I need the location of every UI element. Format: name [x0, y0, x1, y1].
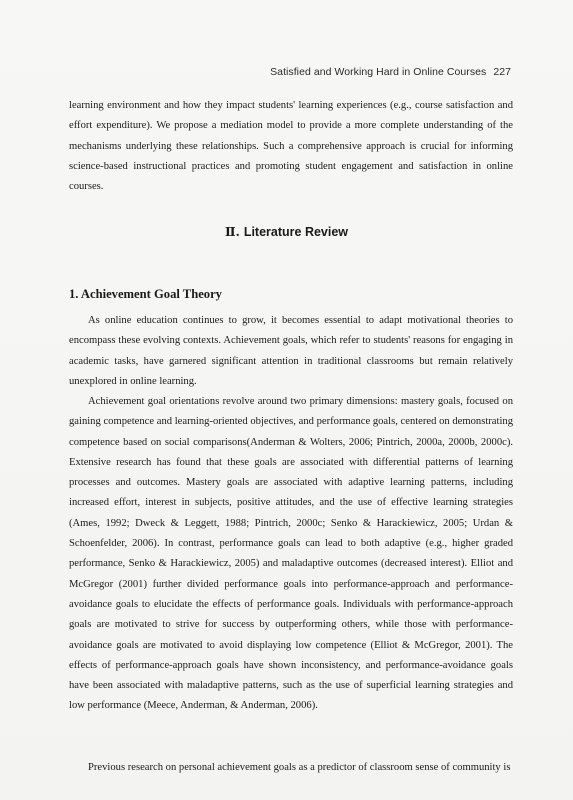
paragraph-intro: [69, 96, 513, 197]
section-numeral: Ⅱ.: [224, 224, 240, 239]
page-number: 227: [493, 66, 511, 78]
paragraph-previous-research: [69, 758, 513, 778]
paragraph-online-education: [69, 311, 513, 392]
section-title: Literature Review: [243, 225, 349, 239]
subsection-heading: 1. Achievement Goal Theory: [69, 287, 222, 301]
paragraph-goal-orientations: [69, 392, 513, 717]
paragraph-previous-research-text: Previous research on personal achievement goals as a predictor of classroom sense of community is: [88, 762, 511, 773]
paragraph-intro-text: learning environment and how they impact students' learning experiences (e.g., course satisfaction and effort expenditure). We propose a mediation model to provide a more complete understanding of the mechanisms underlying these relationships. Such a comprehensive approach is crucial for informing science-based instructional practices and promoting student engagement and satisfaction in online courses.: [69, 100, 513, 193]
paragraph-goal-orientations-text: Achievement goal orientations revolve around two primary dimensions: mastery goals, focused on gaining competence and learning-oriented objectives, and performance goals, centered on demonstrating competence based on social comparisons(Anderman & Wolters, 2006; Pintrich, 2000a, 2000b, 2000c). Extensive research has found that these goals are associated with differential patterns of learning processes and outcomes. Mastery goals are associated with adaptive learning patterns, including increased effort, interest in subjects, positive attitudes, and the use of effective learning strategies (Ames, 1992; Dweck & Leggett, 1988; Pintrich, 2000c; Senko & Harackiewicz, 2005; Urdan & Schoenfelder, 2006). In contrast, performance goals can lead to both adaptive (e.g., higher graded performance, Senko & Harackiewicz, 2005) and maladaptive outcomes (decreased interest). Elliot and McGregor (2001) further divided performance goals into performance-approach and performance-avoidance goals to elucidate the effects of performance goals. Individuals with performance-approach goals are motivated to strive for success by outperforming others, while those with performance-avoidance goals are motivated to avoid displaying low competence (Elliot & McGregor, 2001). The effects of performance-approach goals have shown inconsistency, and performance-avoidance goals have been associated with maladaptive patterns, such as the use of superficial learning strategies and low performance (Meece, Anderman, & Anderman, 2006).: [69, 396, 513, 712]
section-heading: [0, 224, 573, 239]
running-head-title: Satisfied and Working Hard in Online Courses: [270, 66, 487, 78]
paragraph-online-education-text: As online education continues to grow, it becomes essential to adapt motivational theories to encompass these evolving contexts. Achievement goals, which refer to students' reasons for engaging in academic tasks, have garnered significant attention in traditional classrooms but remain relatively unexplored in online learning.: [69, 315, 513, 387]
running-head: [270, 66, 511, 78]
